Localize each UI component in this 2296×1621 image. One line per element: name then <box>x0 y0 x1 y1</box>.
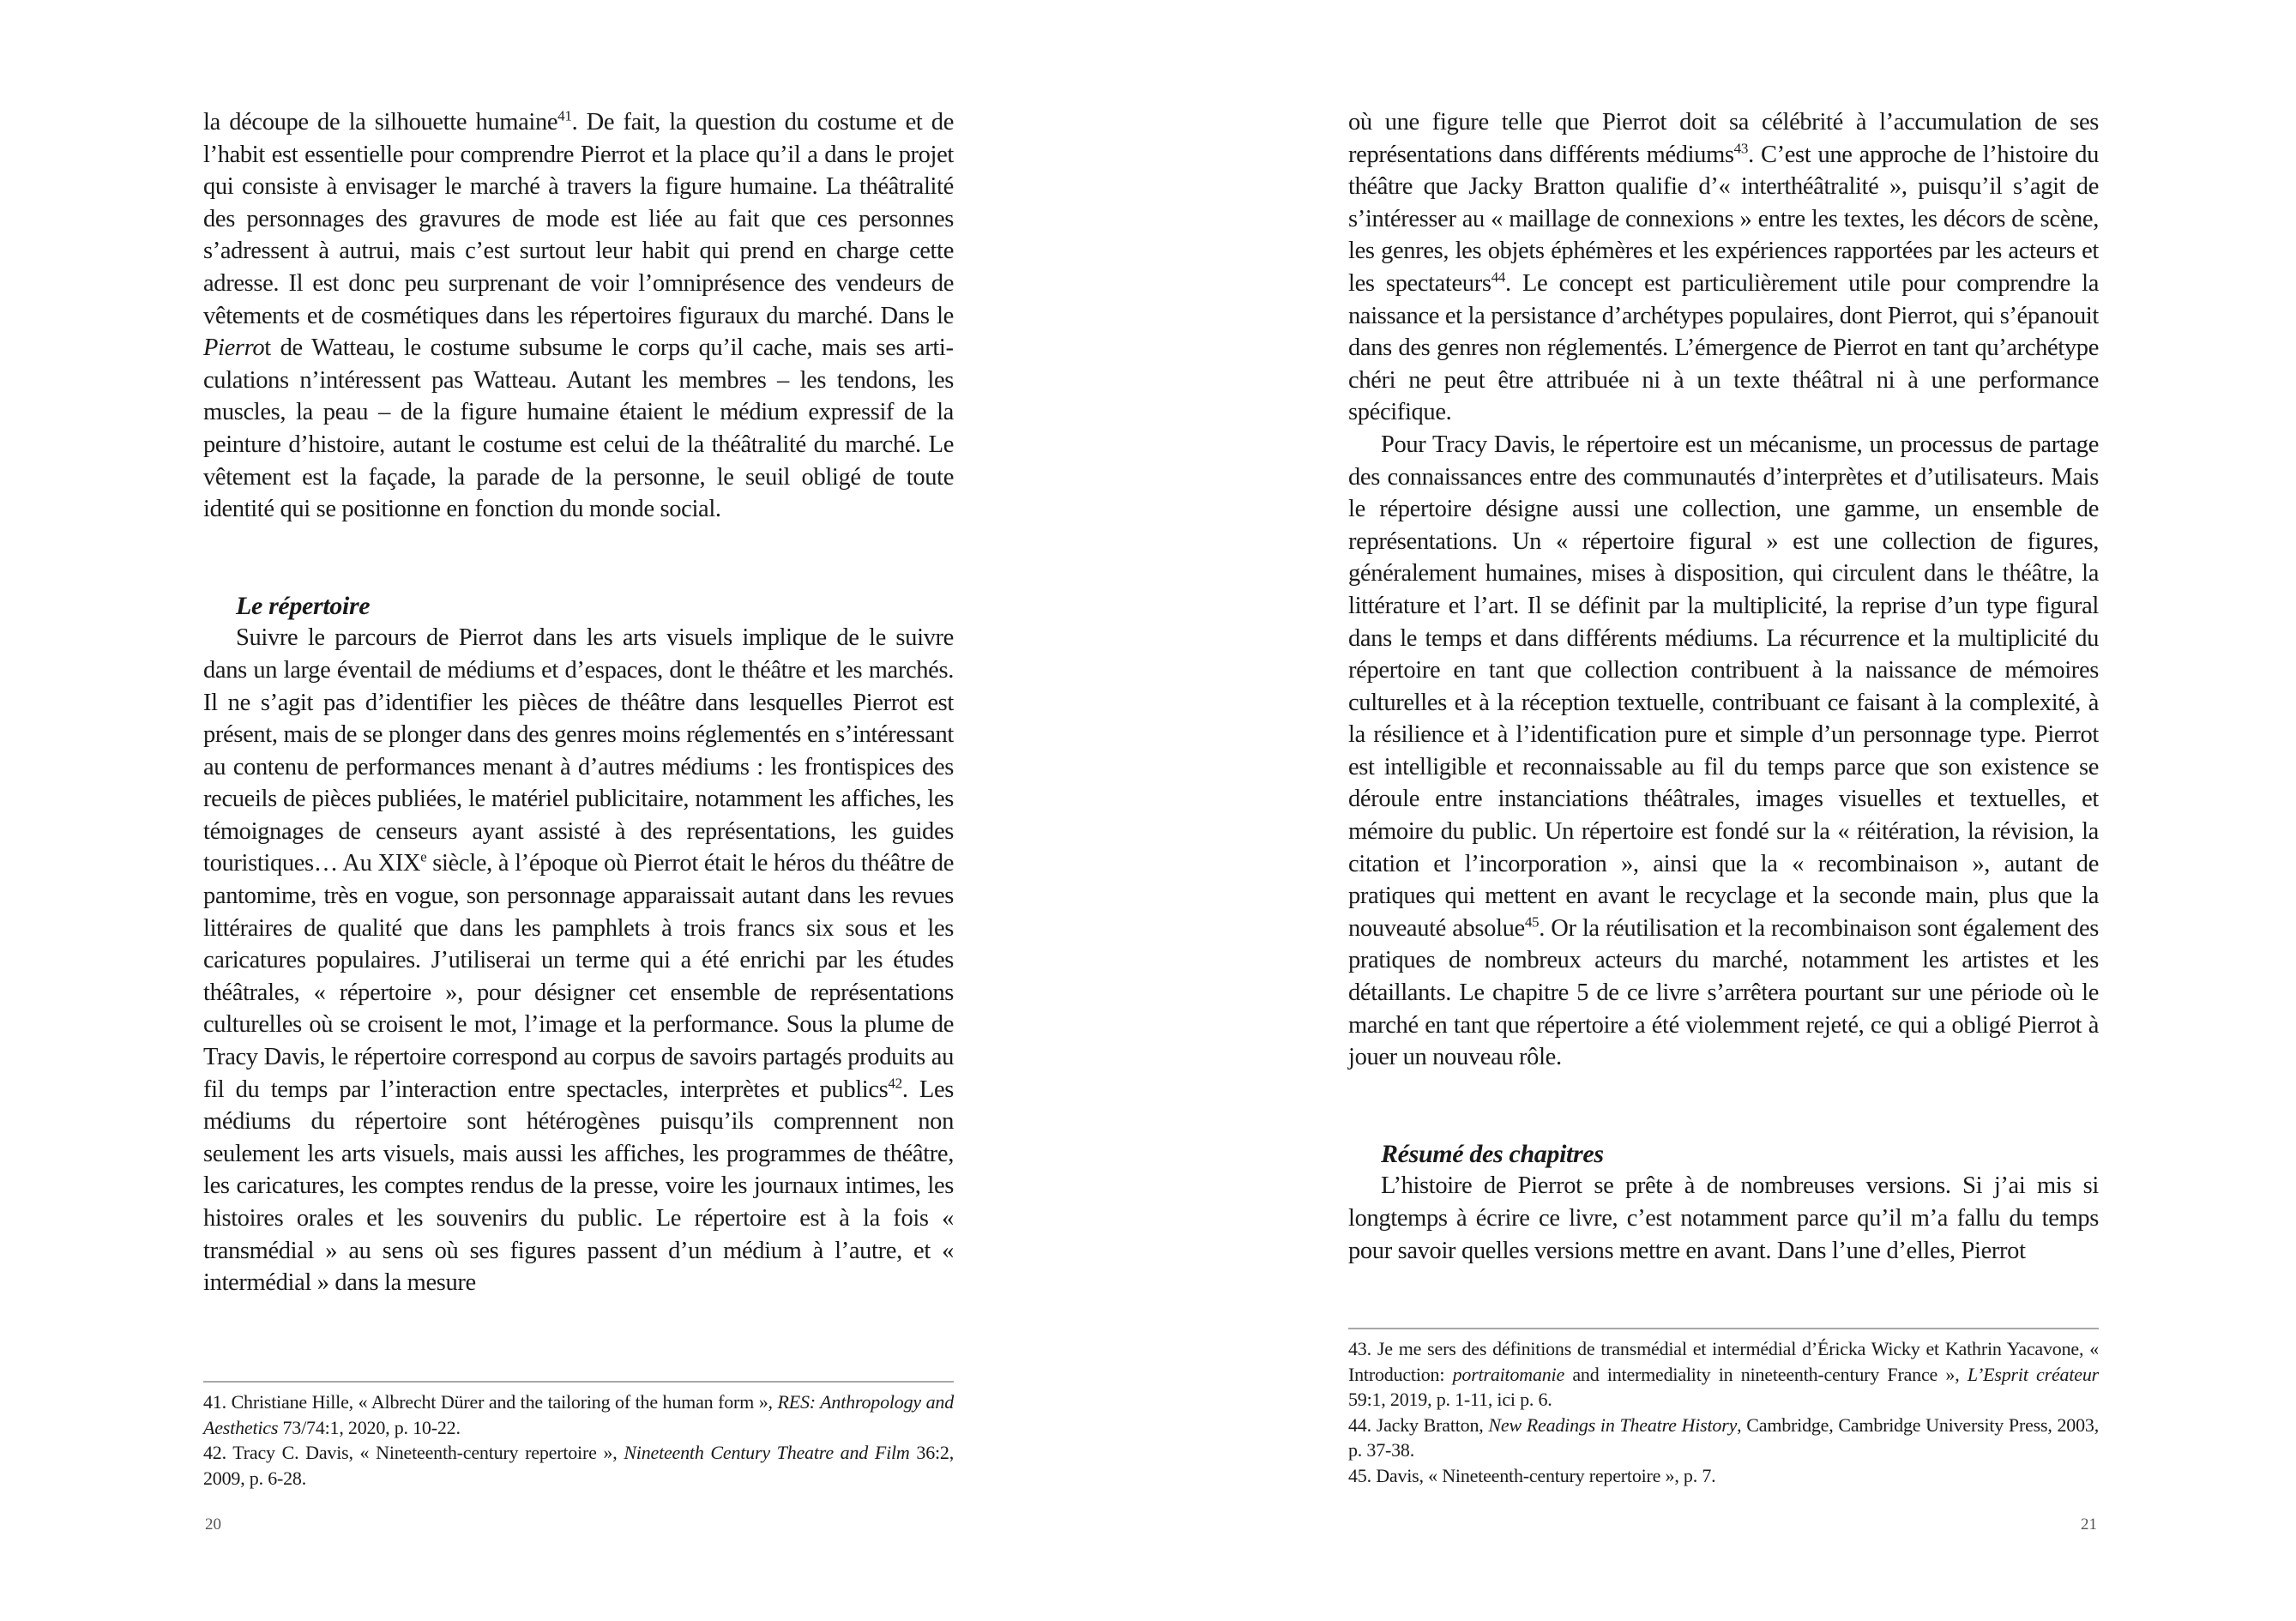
body-paragraph: où une figure telle que Pierrot doit sa célébrité à l’accumulation de ses représentations dans différents médiums$^{43}$. C’est une approche de l’histoire du théâtre que Jacky Bratton qualifie d’« interthéâtralité », puisqu’il s’agit de s’intéresser au « maillage de connexions » entre les textes, les décors de scène, les genres, les objets éphémères et les expériences rapportées par les acteurs et les spectateurs$^{44}$. Le concept est particulièrement utile pour comprendre la naissance et la persistance d’archétypes populaires, dont Pierrot, qui s’épanouit dans des genres non réglementés. L’émergence de Pierrot en tant qu’archétype chéri ne peut être attribuée ni à un texte théâtral ni à une performance spécifique. <box>1348 109 2099 426</box>
footnote: 42. Tracy C. Davis, « Nineteenth-century repertoire », Nineteenth Century Theatre and Film 36:2, 2009, p. 6-28. <box>203 1442 955 1489</box>
footnote-ref[interactable]: 43 <box>1733 140 1749 157</box>
italic-text: portraitomanie <box>1452 1363 1565 1385</box>
section-heading: Le répertoire <box>236 591 371 620</box>
italic-text: RES: Anthropology and Aesthetics <box>203 1391 955 1438</box>
body-paragraph: la découpe de la silhouette humaine$^{41}$. De fait, la question du costume et de l’habit est essentielle pour comprendre Pierrot et la place qu’il a dans le projet qui consiste à envisager le marché à travers la figure humaine. La théâtralité des personnages des gravures de mode est liée au fait que ces personnes s’adressent à autrui, mais c’est surtout leur habit qui prend en charge cette adresse. Il est donc peu surprenant de voir l’omniprésence des vendeurs de vêtements et de cosmétiques dans les répertoires figuraux du marché. Dans le Pierrot de Watteau, le costume subsume le corps qu’il cache, mais ses articulations n’intéressent pas Watteau. Autant les membres – les tendons, les muscles, la peau – de la figure humaine étaient le médium expressif de la peinture d’histoire, autant le costume est celui de la théâtralité du marché. Le vêtement est la façade, la parade de la personne, le seuil obligé de toute identité qui se positionne en fonction du monde social. <box>203 107 954 523</box>
right-footnote-list <box>1348 1336 2099 1488</box>
footnote-ref[interactable]: 41 <box>557 107 572 124</box>
body-paragraph: L’histoire de Pierrot se prête à de nombreuses versions. Si j’ai mis si longtemps à écrire ce livre, c’est notamment parce qu’il m’a fallu du temps pour savoir quelles versions mettre en avant. Dans l’une d’elles, Pierrot <box>1348 1172 2099 1264</box>
body-paragraph: Pour Tracy Davis, le répertoire est un mécanisme, un processus de partage des connaissances entre des communautés d’interprètes et d’utilisateurs. Mais le répertoire désigne aussi une collection, une gamme, un ensemble de représentations. Un « répertoire figural » est une collection de figures, généralement humaines, mises à disposition, qui circulent dans le théâtre, la littérature et l’art. Il se définit par la multiplicité, la reprise d’un type figural dans le temps et dans différents médiums. La récurrence et la multiplicité du répertoire en tant que collection contribuent à la naissance de mémoires culturelles et à la réception textuelle, contribuant ce faisant à la complexité, à la résilience et à l’identification pure et simple d’un personnage type. Pierrot est intelligible et reconnaissable au fil du temps parce que son existence se déroule entre instanciations théâtrales, images visuelles et textuelles, et mémoire du public. Un répertoire est fondé sur la « réitération, la révision, la citation et l’incorporation », ainsi que la « recombinaison », autant de pratiques qui mettent en avant le recyclage et la seconde main, plus que la nouveauté absolue$^{45}$. Or la réutilisation et la recombinaison sont également des pratiques de nombreux acteurs du marché, notamment les artistes et les détaillants. Le chapitre 5 de ce livre s’arrêtera pourtant sur une période où le marché en tant que répertoire a été violemment rejeté, ce qui a obligé Pierrot à jouer un nouveau rôle. <box>1348 431 2099 1071</box>
left-footnotes <box>203 1381 954 1491</box>
right-footnotes <box>1348 1328 2099 1488</box>
left-footnote-list <box>203 1389 954 1491</box>
section-heading: Résumé des chapitres <box>1381 1139 1604 1168</box>
footnote-rule <box>1348 1328 2099 1329</box>
footnote: 44. Jacky Bratton, New Readings in Theatre History, Cambridge, Cambridge University Press, 2003, p. 37-38. <box>1348 1413 2100 1461</box>
footnote-ref[interactable]: 44 <box>1491 268 1505 286</box>
italic-text: L’Esprit créateur <box>1967 1363 2099 1385</box>
italic-text: Nineteenth Century Theatre and Film <box>624 1442 910 1463</box>
left-body <box>203 106 954 1299</box>
page-number-right: 21 <box>2081 1516 2097 1534</box>
body-paragraph: Suivre le parcours de Pierrot dans les arts visuels implique de le suivre dans un large éventail de médiums et d’espaces, dont le théâtre et les marchés. Il ne s’agit pas d’identifier les pièces de théâtre dans lesquelles Pierrot est présent, mais de se plonger dans des genres moins réglementés en s’intéressant au contenu de performances menant à d’autres médiums : les frontispices des recueils de pièces publiées, le matériel publicitaire, notamment les affiches, les témoignages de censeurs ayant assisté à des représentations, les guides touristiques… Au XIXe siècle, à l’époque où Pierrot était le héros du théâtre de pantomime, très en vogue, son personnage apparaissait autant dans les revues littéraires de qualité que dans les pamphlets à trois francs six sous et les caricatures populaires. J’utiliserai un terme qui a été enrichi par les études théâtrales, « répertoire », pour désigner cet ensemble de représentations culturelles où se croisent le mot, l’image et la performance. Sous la plume de Tracy Davis, le répertoire correspond au corpus de savoirs partagés produits au fil du temps par l’interaction entre spectacles, interprètes et publics$^{42}$. Les médiums du répertoire sont hétérogènes puisqu’ils comprennent non seulement les arts visuels, mais aussi les affiches, les programmes de théâtre, les caricatures, les comptes rendus de la presse, voire les journaux intimes, les histoires orales et les souvenirs du public. Le répertoire est à la fois « transmédial » au sens où ses figures passent d’un médium à l’autre, et « intermédial » dans la mesure <box>203 624 954 1297</box>
section-gap <box>1348 1074 2099 1138</box>
footnote-ref[interactable]: 42 <box>888 1075 902 1092</box>
page-number-left: 20 <box>205 1516 221 1534</box>
italic-text: Pierro <box>203 334 265 362</box>
footnote: 45. Davis, « Nineteenth-century repertoire », p. 7. <box>1348 1464 1716 1486</box>
section-gap <box>203 526 954 590</box>
footnote-ref[interactable]: 45 <box>1524 913 1540 931</box>
right-page <box>1148 0 2296 1621</box>
footnote: 43. Je me sers des définitions de transmédial et intermédial d’Éricka Wicky et Kathrin Yacavone, « Introduction: portraitomanie and intermediality in nineteenth-century France », L’Esprit créateur 59:1, 2019, p. 1-11, ici p. 6. <box>1348 1338 2099 1410</box>
footnote: 41. Christiane Hille, « Albrecht Dürer and the tailoring of the human form », RES: Anthropology and Aesthetics 73/74:1, 2020, p. 10-22. <box>203 1391 955 1438</box>
footnote-rule <box>203 1381 954 1383</box>
right-body <box>1348 106 2099 1267</box>
italic-text: New Readings in Theatre History <box>1488 1413 1738 1436</box>
footnote-ref[interactable]: e <box>420 848 427 865</box>
